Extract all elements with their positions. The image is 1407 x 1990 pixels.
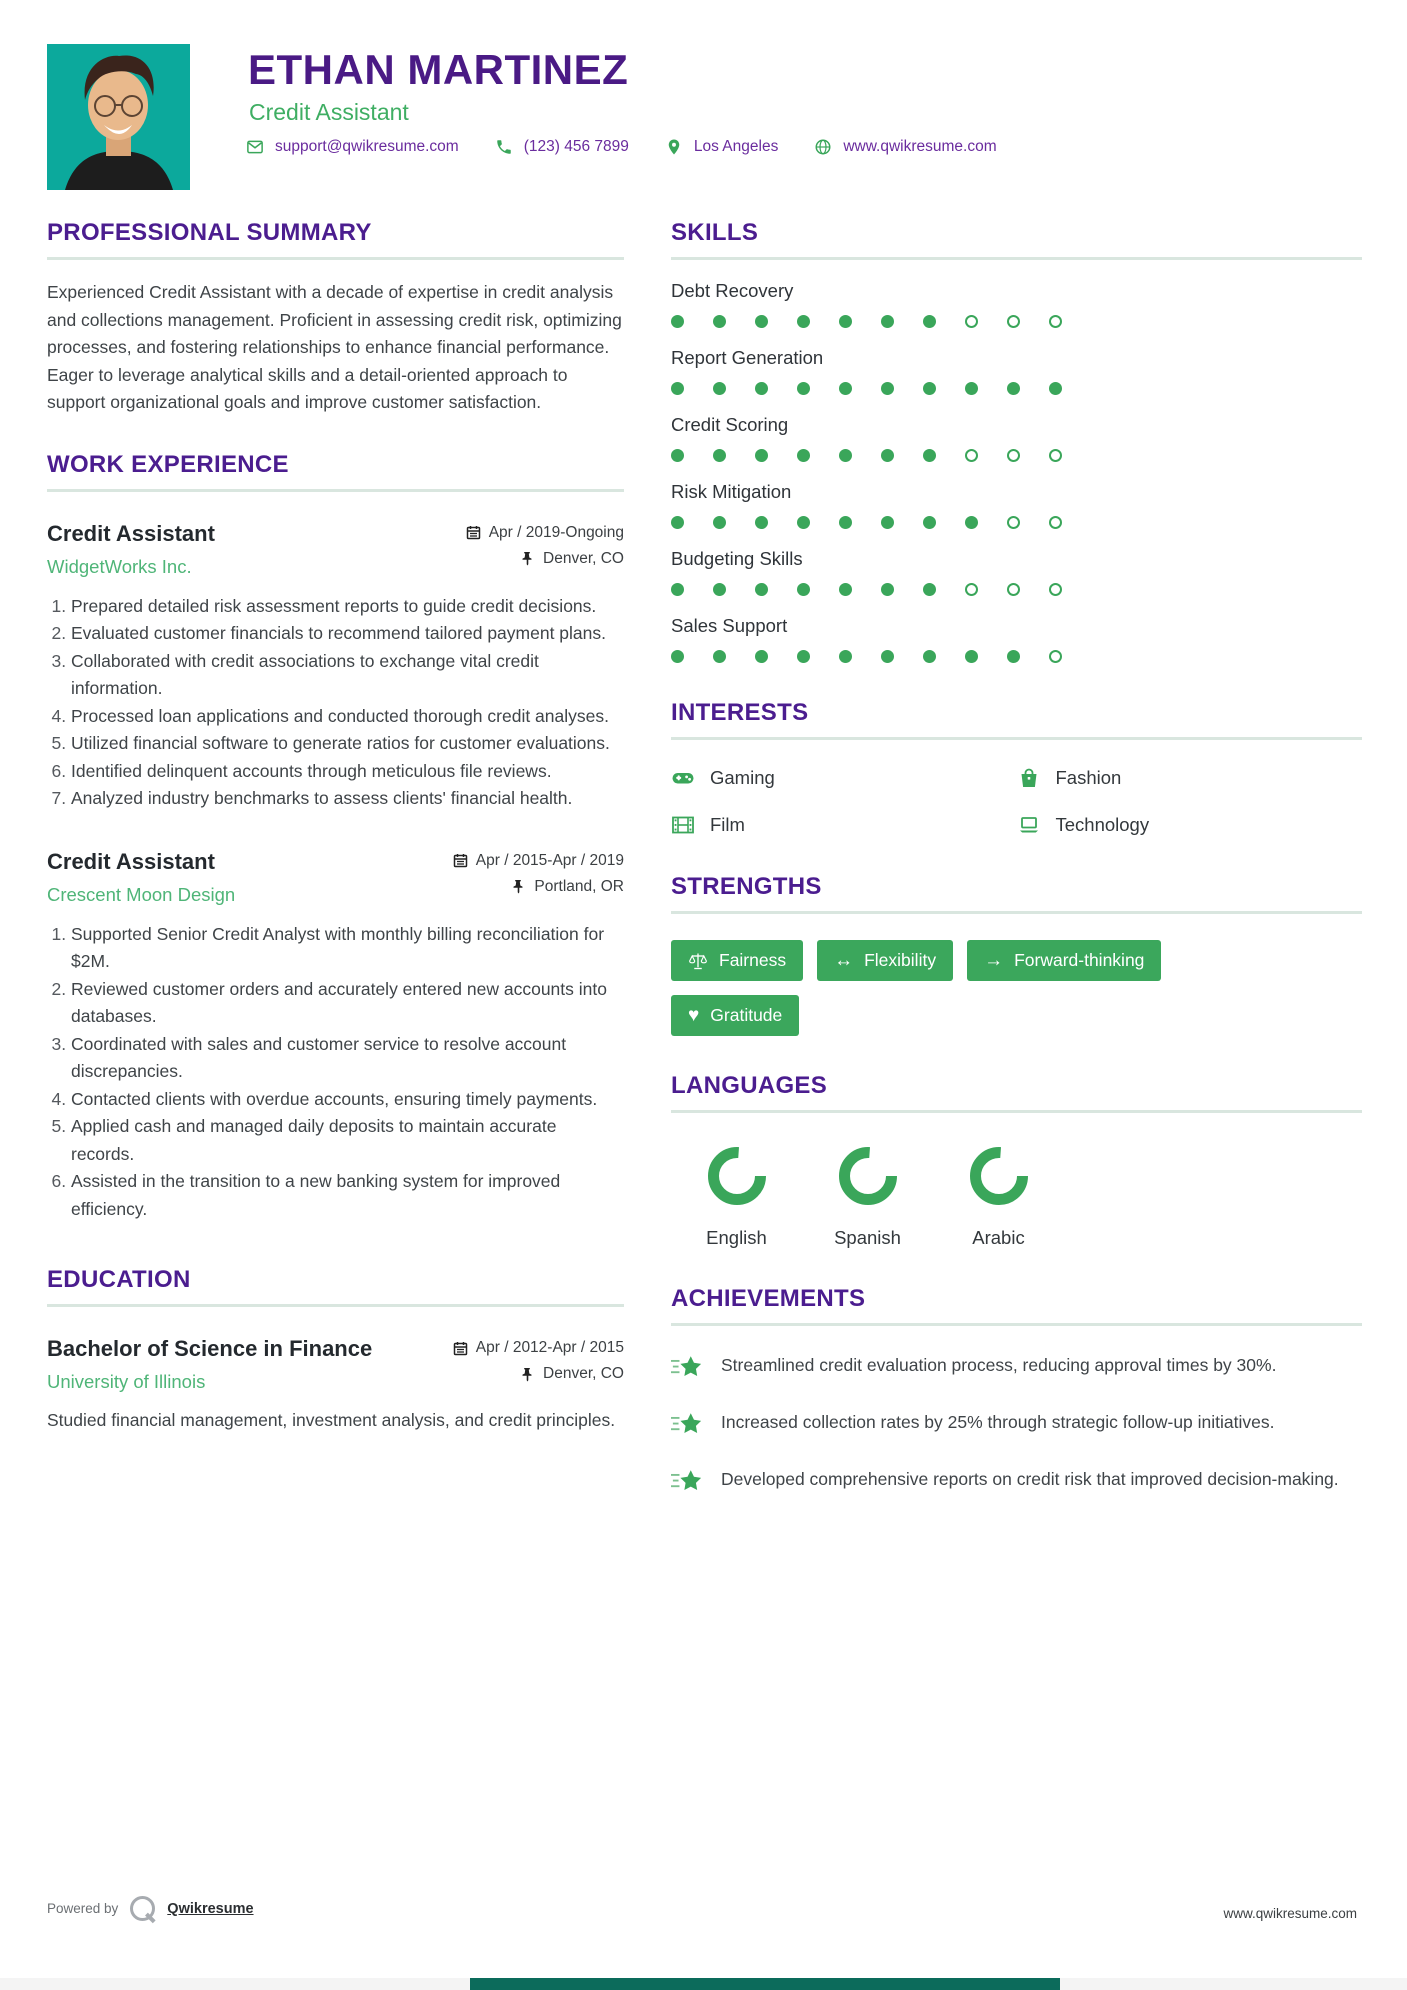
section-interests bbox=[671, 699, 1362, 837]
right-arrow-icon: → bbox=[984, 950, 1004, 971]
calendar-icon bbox=[466, 525, 481, 540]
skill-dot-filled bbox=[713, 650, 726, 663]
skill-dot-empty bbox=[1049, 449, 1062, 462]
skill-dot-filled bbox=[713, 516, 726, 529]
strength-label: Forward-thinking bbox=[1014, 950, 1145, 970]
language-progress-ring bbox=[802, 1143, 933, 1209]
skill-dot-filled bbox=[965, 382, 978, 395]
education-entry bbox=[47, 1336, 624, 1435]
contact-email[interactable]: support@qwikresume.com bbox=[275, 138, 459, 155]
language-progress-ring bbox=[933, 1143, 1064, 1209]
skill-row bbox=[671, 481, 1362, 529]
language-name: Arabic bbox=[972, 1227, 1025, 1248]
strength-label: Fairness bbox=[719, 950, 787, 970]
skill-dot-empty bbox=[1049, 516, 1062, 529]
interest-label: Technology bbox=[1055, 814, 1150, 835]
job-bullet: 1. Supported Senior Credit Analyst with monthly billing reconciliation for $2M. bbox=[71, 921, 624, 976]
job-bullet: 6. Assisted in the transition to a new banking system for improved efficiency. bbox=[71, 1168, 624, 1223]
skill-name: Risk Mitigation bbox=[671, 481, 792, 502]
education-heading: EDUCATION bbox=[47, 1266, 191, 1293]
strength-label: Flexibility bbox=[864, 950, 937, 970]
skill-dot-filled bbox=[797, 583, 810, 596]
skill-rating bbox=[671, 650, 1362, 663]
skill-dot-filled bbox=[1007, 650, 1020, 663]
job-bullet: 2. Evaluated customer financials to recommend tailored payment plans. bbox=[71, 620, 624, 648]
skill-dot-filled bbox=[671, 650, 684, 663]
job-bullet: 3. Collaborated with credit associations to exchange vital credit information. bbox=[71, 648, 624, 703]
language-progress-ring bbox=[671, 1143, 802, 1209]
language-item bbox=[933, 1143, 1064, 1249]
interest-item bbox=[1017, 766, 1363, 790]
powered-by-label: Powered by bbox=[47, 1901, 119, 1916]
skill-rating bbox=[671, 382, 1362, 395]
contact-website[interactable]: www.qwikresume.com bbox=[843, 138, 997, 155]
skill-dot-filled bbox=[881, 315, 894, 328]
skill-dot-empty bbox=[965, 583, 978, 596]
contact-row bbox=[246, 138, 997, 156]
skill-dot-filled bbox=[839, 315, 852, 328]
skill-row bbox=[671, 615, 1362, 663]
language-name: Spanish bbox=[834, 1227, 901, 1248]
skill-dot-filled bbox=[923, 650, 936, 663]
language-name: English bbox=[706, 1227, 767, 1248]
person-name: ETHAN MARTINEZ bbox=[248, 46, 629, 93]
skill-dot-filled bbox=[755, 583, 768, 596]
degree-title: Bachelor of Science in Finance bbox=[47, 1336, 373, 1361]
section-strengths bbox=[671, 873, 1362, 1036]
skill-dot-filled bbox=[923, 315, 936, 328]
skill-dot-filled bbox=[1049, 382, 1062, 395]
skill-name: Credit Scoring bbox=[671, 414, 789, 435]
job-bullet: 6. Identified delinquent accounts through meticulous file reviews. bbox=[71, 758, 624, 786]
contact-phone: (123) 456 7899 bbox=[523, 138, 629, 155]
education-location: Denver, CO bbox=[543, 1365, 624, 1382]
skill-dot-filled bbox=[755, 315, 768, 328]
interests-heading: INTERESTS bbox=[671, 699, 809, 726]
job-bullet: 5. Utilized financial software to generate ratios for customer evaluations. bbox=[71, 730, 624, 758]
skill-dot-filled bbox=[923, 382, 936, 395]
skill-row bbox=[671, 347, 1362, 395]
skill-dot-filled bbox=[797, 315, 810, 328]
education-description: Studied financial management, investment analysis, and credit principles. bbox=[47, 1410, 616, 1430]
job-bullet: 1. Prepared detailed risk assessment reports to guide credit decisions. bbox=[71, 593, 624, 621]
skill-dot-filled bbox=[839, 650, 852, 663]
shooting-star-icon bbox=[671, 1409, 705, 1443]
job-company: Crescent Moon Design bbox=[47, 883, 236, 905]
skill-dot-filled bbox=[881, 650, 894, 663]
bottom-bar bbox=[470, 1978, 1060, 1990]
section-work-experience bbox=[47, 451, 624, 1224]
skill-row bbox=[671, 280, 1362, 328]
strengths-heading: STRENGTHS bbox=[671, 873, 822, 900]
skill-dot-filled bbox=[755, 650, 768, 663]
job-bullet: 5. Applied cash and managed daily deposits to maintain accurate records. bbox=[71, 1113, 624, 1168]
skill-dot-filled bbox=[797, 449, 810, 462]
job-bullet-list bbox=[47, 593, 624, 813]
skill-row bbox=[671, 414, 1362, 462]
skill-dot-empty bbox=[1007, 315, 1020, 328]
skill-dot-filled bbox=[881, 382, 894, 395]
achievement-text: Developed comprehensive reports on credit risk that improved decision-making. bbox=[721, 1469, 1339, 1489]
skill-rating bbox=[671, 516, 1362, 529]
skill-dot-filled bbox=[713, 583, 726, 596]
achievement-text: Streamlined credit evaluation process, reducing approval times by 30%. bbox=[721, 1355, 1277, 1375]
skill-dot-filled bbox=[671, 516, 684, 529]
skill-dot-empty bbox=[1049, 315, 1062, 328]
job-title: Credit Assistant bbox=[47, 848, 215, 874]
section-rule bbox=[47, 1304, 624, 1307]
location-pin-icon bbox=[665, 138, 683, 156]
job-bullet: 2. Reviewed customer orders and accurately entered new accounts into databases. bbox=[71, 976, 624, 1031]
section-achievements bbox=[671, 1285, 1362, 1500]
contact-location: Los Angeles bbox=[693, 138, 779, 155]
strength-chip-fairness bbox=[671, 940, 803, 981]
interest-label: Gaming bbox=[710, 767, 775, 788]
left-column bbox=[47, 219, 624, 1435]
skill-dot-filled bbox=[881, 516, 894, 529]
gamepad-icon bbox=[671, 766, 695, 790]
skill-dot-filled bbox=[713, 315, 726, 328]
skill-dot-filled bbox=[797, 516, 810, 529]
work-heading: WORK EXPERIENCE bbox=[47, 450, 289, 478]
job-bullet: 7. Analyzed industry benchmarks to assess clients' financial health. bbox=[71, 785, 624, 813]
section-rule bbox=[47, 257, 624, 260]
skill-dot-filled bbox=[755, 382, 768, 395]
skill-dot-filled bbox=[881, 583, 894, 596]
achievements-heading: ACHIEVEMENTS bbox=[671, 1285, 866, 1312]
achievement-item bbox=[671, 1466, 1362, 1500]
film-strip-icon bbox=[671, 813, 695, 837]
section-languages bbox=[671, 1072, 1362, 1249]
calendar-icon bbox=[453, 1341, 468, 1356]
skill-dot-filled bbox=[713, 382, 726, 395]
strength-chip-forward-thinking bbox=[967, 940, 1161, 981]
handbag-icon bbox=[1017, 766, 1041, 790]
footer-website[interactable]: www.qwikresume.com bbox=[1223, 1906, 1357, 1921]
strength-chip-gratitude bbox=[671, 995, 799, 1036]
skill-dot-empty bbox=[965, 315, 978, 328]
skill-dot-filled bbox=[839, 382, 852, 395]
skill-dot-filled bbox=[839, 449, 852, 462]
skill-dot-filled bbox=[923, 516, 936, 529]
skill-dot-filled bbox=[965, 650, 978, 663]
profile-photo bbox=[47, 44, 190, 190]
section-education bbox=[47, 1266, 624, 1435]
pushpin-icon bbox=[520, 551, 535, 566]
section-rule bbox=[671, 257, 1362, 260]
language-item bbox=[671, 1143, 802, 1249]
job-dates: Apr / 2015-Apr / 2019 bbox=[475, 851, 624, 869]
job-entry bbox=[47, 849, 624, 1224]
skill-dot-empty bbox=[1007, 516, 1020, 529]
skill-name: Sales Support bbox=[671, 615, 788, 636]
skill-dot-filled bbox=[881, 449, 894, 462]
skill-dot-filled bbox=[797, 650, 810, 663]
school-name: University of Illinois bbox=[47, 1371, 206, 1392]
person-job-title: Credit Assistant bbox=[249, 99, 409, 125]
job-bullet: 4. Processed loan applications and conducted thorough credit analyses. bbox=[71, 703, 624, 731]
section-rule bbox=[671, 911, 1362, 914]
skill-dot-filled bbox=[671, 382, 684, 395]
job-bullet: 3. Coordinated with sales and customer service to resolve account discrepancies. bbox=[71, 1031, 624, 1086]
skill-dot-filled bbox=[923, 449, 936, 462]
skill-rating bbox=[671, 315, 1362, 328]
skill-dot-filled bbox=[755, 449, 768, 462]
skill-dot-filled bbox=[965, 516, 978, 529]
summary-heading: PROFESSIONAL SUMMARY bbox=[47, 219, 372, 246]
shooting-star-icon bbox=[671, 1466, 705, 1500]
qwikresume-logo-icon bbox=[130, 1896, 155, 1921]
skill-dot-empty bbox=[1049, 583, 1062, 596]
skill-dot-filled bbox=[839, 516, 852, 529]
skill-dot-empty bbox=[1007, 583, 1020, 596]
section-rule bbox=[47, 489, 624, 492]
job-bullet: 4. Contacted clients with overdue accounts, ensuring timely payments. bbox=[71, 1086, 624, 1114]
interest-item bbox=[671, 766, 1017, 790]
job-entry bbox=[47, 521, 624, 813]
shooting-star-icon bbox=[671, 1352, 705, 1386]
interest-item bbox=[1017, 813, 1363, 837]
section-rule bbox=[671, 1323, 1362, 1326]
skills-heading: SKILLS bbox=[671, 219, 759, 246]
job-title: Credit Assistant bbox=[47, 520, 215, 546]
phone-icon bbox=[495, 138, 513, 156]
right-column bbox=[671, 219, 1362, 1523]
strength-chip-flexibility bbox=[817, 940, 953, 981]
scales-icon bbox=[688, 951, 708, 971]
language-item bbox=[802, 1143, 933, 1249]
skill-dot-filled bbox=[671, 583, 684, 596]
section-rule bbox=[671, 737, 1362, 740]
achievement-item bbox=[671, 1409, 1362, 1443]
skill-name: Budgeting Skills bbox=[671, 548, 803, 569]
skill-row bbox=[671, 548, 1362, 596]
achievement-text: Increased collection rates by 25% through strategic follow-up initiatives. bbox=[721, 1412, 1275, 1432]
skill-dot-empty bbox=[1049, 650, 1062, 663]
skill-dot-empty bbox=[965, 449, 978, 462]
skill-rating bbox=[671, 583, 1362, 596]
languages-heading: LANGUAGES bbox=[671, 1072, 828, 1099]
calendar-icon bbox=[453, 853, 468, 868]
job-bullet-list bbox=[47, 921, 624, 1224]
pushpin-icon bbox=[520, 1367, 535, 1382]
skill-dot-filled bbox=[923, 583, 936, 596]
section-skills bbox=[671, 219, 1362, 663]
bottom-strip bbox=[0, 1978, 1407, 1990]
skill-name: Debt Recovery bbox=[671, 280, 794, 301]
skill-dot-filled bbox=[671, 315, 684, 328]
profile-photo-illustration bbox=[47, 44, 190, 190]
pushpin-icon bbox=[511, 879, 526, 894]
skill-dot-filled bbox=[755, 516, 768, 529]
laptop-icon bbox=[1017, 813, 1041, 837]
skill-dot-filled bbox=[713, 449, 726, 462]
job-dates: Apr / 2019-Ongoing bbox=[488, 523, 624, 541]
job-company: WidgetWorks Inc. bbox=[47, 555, 192, 577]
interest-label: Fashion bbox=[1055, 767, 1122, 788]
globe-icon bbox=[814, 138, 832, 156]
footer-powered-by bbox=[47, 1896, 254, 1921]
skill-name: Report Generation bbox=[671, 347, 824, 368]
skill-dot-filled bbox=[1007, 382, 1020, 395]
skill-dot-filled bbox=[671, 449, 684, 462]
left-right-arrow-icon: ↔ bbox=[834, 950, 854, 971]
heart-icon: ♥ bbox=[688, 1005, 700, 1026]
email-icon bbox=[246, 138, 264, 156]
skill-dot-filled bbox=[797, 382, 810, 395]
job-location: Denver, CO bbox=[543, 549, 624, 567]
section-professional-summary bbox=[47, 219, 624, 417]
achievement-item bbox=[671, 1352, 1362, 1386]
skill-dot-filled bbox=[839, 583, 852, 596]
skill-dot-empty bbox=[1007, 449, 1020, 462]
interest-item bbox=[671, 813, 1017, 837]
strength-label: Gratitude bbox=[710, 1005, 783, 1025]
section-rule bbox=[671, 1110, 1362, 1113]
education-dates: Apr / 2012-Apr / 2015 bbox=[475, 1339, 624, 1356]
qwikresume-link[interactable]: Qwikresume bbox=[167, 1900, 254, 1917]
summary-text: Experienced Credit Assistant with a decade of expertise in credit analysis and collections management. Proficient in assessing credit risk, optimizing processes, and fostering relationships to enhance financial performance. Eager to leverage analytical skills and a detail-oriented approach to support organizational goals and improve customer satisfaction. bbox=[47, 282, 622, 412]
interest-label: Film bbox=[710, 814, 745, 835]
skill-rating bbox=[671, 449, 1362, 462]
job-location: Portland, OR bbox=[534, 877, 624, 895]
